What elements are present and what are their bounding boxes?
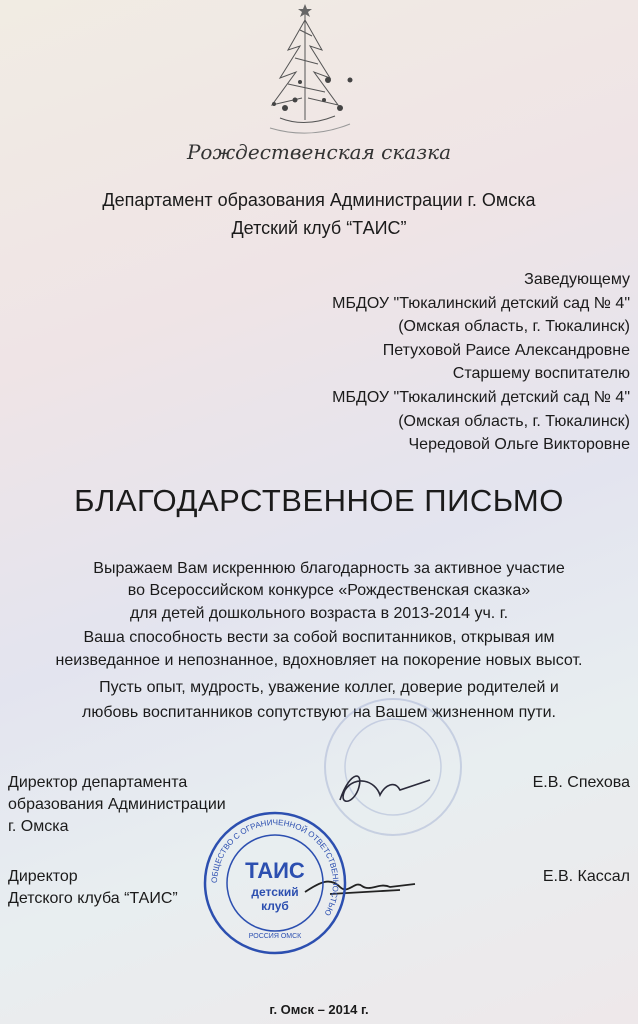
club-stamp — [200, 808, 350, 958]
recipient-line: (Омская область, г. Тюкалинск) — [398, 318, 630, 336]
recipient-line: МБДОУ "Тюкалинский детский сад № 4" — [332, 388, 630, 406]
recipient-line: Чередовой Ольге Викторовне — [408, 436, 630, 454]
stamp-ring-text: ОБЩЕСТВО С ОГРАНИЧЕННОЙ ОТВЕТСТВЕННОСТЬЮ — [209, 817, 341, 918]
stamp-name: ТАИС — [245, 858, 305, 883]
letter-title: БЛАГОДАРСТВЕННОЕ ПИСЬМО — [74, 483, 564, 518]
director1-title — [8, 772, 226, 838]
stamp-ring-bottom: РОССИЯ ОМСК — [248, 933, 302, 940]
body-line: любовь воспитанников сопутствуют на Вашем жизненном пути. — [82, 704, 556, 721]
director2-title-line: Директор — [8, 868, 78, 885]
body-line: неизведанное и непознанное, вдохновляет на покорение новых высот. — [55, 652, 583, 669]
signature-1 — [330, 760, 440, 815]
director2-title — [8, 866, 178, 910]
director2-title-line: Детского клуба “ТАИС” — [8, 890, 178, 907]
recipient-block — [332, 268, 630, 457]
director1-name: Е.В. Спехова — [532, 774, 630, 791]
recipient-line: Старшему воспитателю — [452, 365, 630, 383]
christmas-tree-logo — [240, 0, 370, 145]
director1-title-line: образования Администрации — [8, 796, 226, 813]
director1-title-line: г. Омска — [8, 818, 69, 835]
body-line: Выражаем Вам искреннюю благодарность за активное участие — [93, 560, 565, 577]
recipient-line: МБДОУ "Тюкалинский детский сад № 4" — [332, 294, 630, 312]
stamp-line1: детский — [251, 885, 299, 899]
stamp-line2: клуб — [261, 899, 289, 913]
recipient-line: (Омская область, г. Тюкалинск) — [398, 412, 630, 430]
body-line: для детей дошкольного возраста в 2013-2014 уч. г. — [129, 605, 509, 622]
director1-title-line: Директор департамента — [8, 774, 188, 791]
body-line: во Всероссийском конкурсе «Рождественская сказка» — [127, 582, 531, 599]
recipient-line: Петуховой Раисе Александровне — [382, 341, 630, 359]
organization-name: Департамент образования Администрации г. Омска — [102, 190, 536, 210]
recipient-line: Заведующему — [524, 271, 630, 288]
director2-name: Е.В. Кассал — [542, 868, 630, 885]
body-line: Ваша способность вести за собой воспитанников, открывая им — [83, 629, 555, 646]
place-and-year: г. Омск – 2014 г. — [269, 1002, 369, 1017]
club-name: Детский клуб “ТАИС” — [231, 218, 407, 238]
logo-caption: Рождественская сказка — [186, 140, 452, 164]
body-line: Пусть опыт, мудрость, уважение коллег, доверие родителей и — [99, 679, 559, 696]
